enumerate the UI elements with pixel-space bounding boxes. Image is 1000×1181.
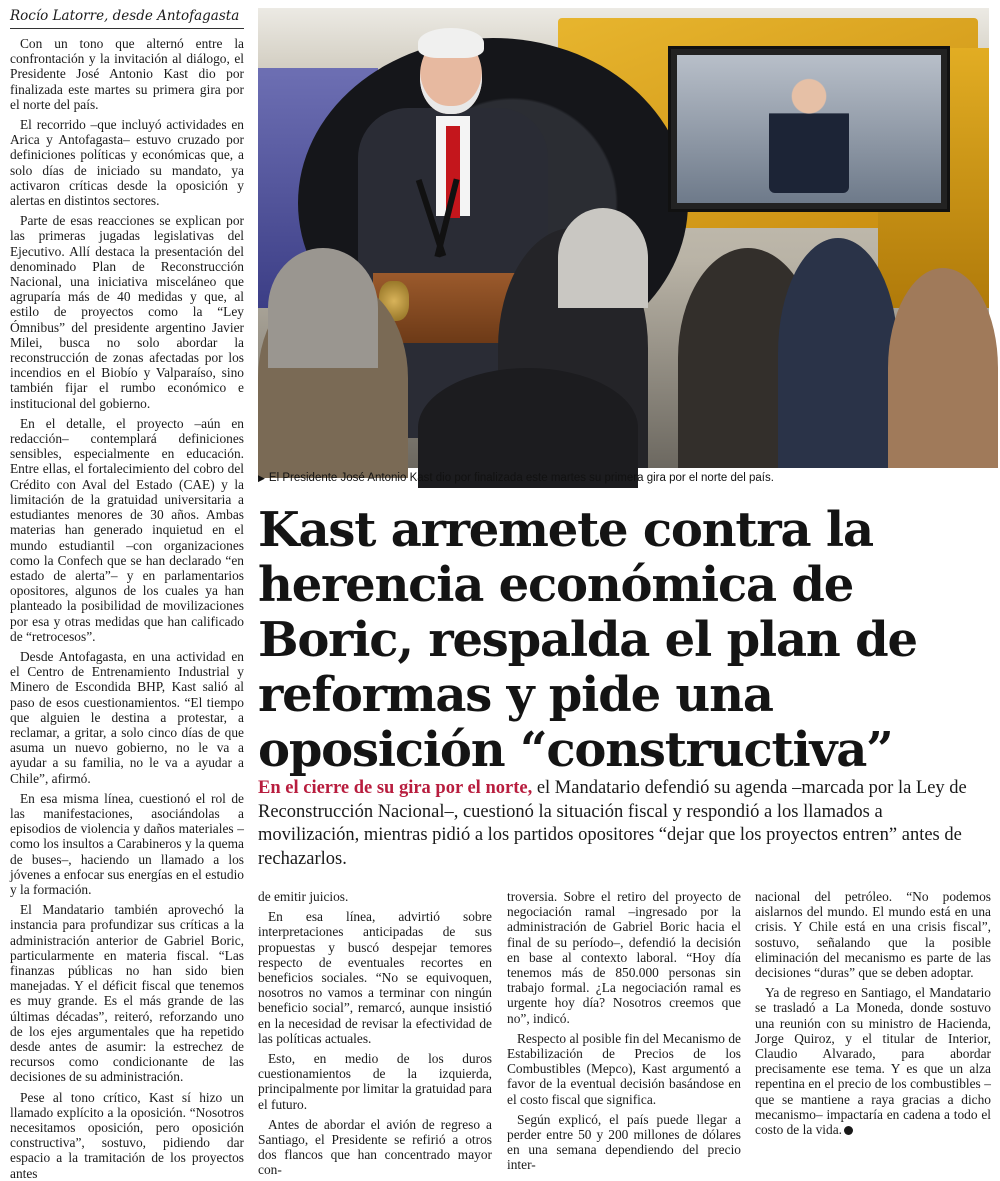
photo-video-screen: [668, 46, 950, 212]
paragraph: En esa misma línea, cuestionó el rol de las manifestaciones, asociándolas a episodios de violencia y daños materiales –como los insultos a Carabineros y la quema de buses–, haciendo un llamado a los jóvenes a enfocar sus energías en el estudio y la formación.: [10, 790, 244, 897]
paragraph: Respecto al posible fin del Mecanismo de Estabilización de Precios de los Combustibles (Mepco), Kast argumentó a favor de la eventual decisión basándose en el costo fiscal que significa.: [507, 1030, 741, 1107]
paragraph: El Mandatario también aprovechó la instancia para profundizar sus críticas a la administración anterior de Gabriel Boric, particularmente en materia fiscal. “Las finanzas públicas no han sido bien manejadas. Y el déficit fiscal que tenemos es muy grande. Es el más grande de las últimas décadas”, reiteró, reforzando uno de los ejes argumentales que ha repetido desde antes de asumir: la estrechez de recursos como condicionante de las decisiones de su administración.: [10, 902, 244, 1085]
paragraph: de emitir juicios.: [258, 889, 349, 904]
paragraph: nacional del petróleo. “No podemos aislarnos del mundo. El mundo está en una crisis. Y Chile está en una crisis fiscal”, sostuvo, señalando que la posible eliminación del mecanismo es parte de las decisiones “duras” que se deben adoptar.: [755, 889, 991, 981]
article-column-1: [10, 36, 244, 1181]
article-column-3: [507, 889, 741, 1173]
dek-text: el Mandatario defendió su agenda –marcada por la Ley de Reconstrucción Nacional–, cuestionó la situación fiscal y respondió a los llamados a movilización, mientras pidió a los partidos opositores “dejar que los proyectos entren” antes de rechazarlos.: [258, 778, 967, 869]
byline: Rocío Latorre, desde Antofagasta: [10, 8, 244, 29]
paragraph: Antes de abordar el avión de regreso a Santiago, el Presidente se refirió a otros dos flancos que han concentrado mayor con-: [258, 1116, 492, 1178]
audience-member: [888, 268, 998, 468]
paragraph: Esto, en medio de los duros cuestionamientos de la izquierda, principalmente por limitar la gratuidad para el futuro.: [258, 1051, 492, 1112]
article-column-4: [755, 889, 991, 1151]
dek: [258, 777, 978, 871]
audience-member: [268, 248, 378, 368]
paragraph: Parte de esas reacciones se explican por las primeras jugadas legislativas del Ejecutivo. Allí destaca la presentación del denominado Plan de Reconstrucción Nacional, una iniciativa misceláneo que agruparía más de 40 medidas y que, al estilo de proyectos como la “Ley Ómnibus” del presidente argentino Javier Milei, busca no solo abordar la reconstrucción de zonas afectadas por los incendios en el Biobío y Valparaíso, sino también fijar el rumbo económico e institucional del gobierno.: [10, 213, 244, 411]
headline: Kast arremete contra la herencia económica de Boric, respalda el plan de reformas y pide una oposición “constructiva”: [258, 502, 917, 778]
paragraph: troversia. Sobre el retiro del proyecto de negociación ramal –ingresado por la administración de Gabriel Boric hacia el final de su período–, defendió la decisión en base al contexto laboral. “Hoy día tenemos más de 850.000 personas sin trabajo formal. ¿La negociación ramal es urgente hoy día? Nosotros creemos que no”, indicó.: [507, 889, 741, 1026]
caption-text: El Presidente José Antonio Kast dio por finalizada este martes su primera gira por el norte del país.: [268, 472, 774, 484]
paragraph: [755, 985, 991, 1137]
paragraph: En esa línea, advirtió sobre interpretaciones anticipadas de sus propuestas y buscó despejar temores respecto de eventuales recortes en beneficios sociales. “No se equivoquen, nosotros no vamos a terminar con ningún beneficio social”, remarcó, aunque insistió en la necesidad de revisar la efectividad de las políticas actuales.: [258, 909, 492, 1046]
dek-lead: En el cierre de su gira por el norte,: [258, 778, 533, 798]
paragraph: El recorrido –que incluyó actividades en Arica y Antofagasta– estuvo cruzado por definiciones políticas y económicas que, a solo días de iniciado su mandato, ya activaron críticas desde la oposición y alertas en distintos sectores.: [10, 117, 244, 209]
audience-member: [558, 208, 648, 308]
paragraph: Pese al tono crítico, Kast sí hizo un llamado explícito a la oposición. “Nosotros necesitamos oposición, pero oposición constructiva”, sostuvo, pidiendo dar espacio a la tramitación de los proyectos antes: [10, 1089, 244, 1181]
caption-marker-icon: ▶: [258, 473, 265, 483]
end-of-article-icon: [844, 1126, 853, 1135]
article-column-2: [258, 889, 492, 1178]
paragraph: En el detalle, el proyecto –aún en redacción– contemplará definiciones sensibles, especialmente en educación. Entre ellas, el fortalecimiento del cobro del Crédito con Aval del Estado (CAE) y la limitación de la gratuidad universitaria a estudiantes menores de 30 años. Ambas materias han generado inquietud en el mundo estudiantil –con organizaciones como la Confech que se han declarado “en estado de alerta”– y en parlamentarios opositores, algunos de los cuales ya han planteado la posibilidad de movilizaciones por esa y otras medidas que han calificado de “retrocesos”.: [10, 415, 244, 644]
photo-caption: [258, 472, 998, 484]
audience-member: [418, 368, 638, 488]
paragraph: Desde Antofagasta, en una actividad en el Centro de Entrenamiento Industrial y Minero de Escondida BHP, Kast salió al paso de esos cuestionamientos. “El tiempo que alguien le destina a protestar, a reclamar, a gritar, a solo cinco días de que asuma un nuevo gobierno, no le va a ayudar a su familia, no le va a ayudar a Chile”, afirmó.: [10, 648, 244, 786]
paragraph-text: Ya de regreso en Santiago, el Mandatario se trasladó a La Moneda, donde sostuvo una reunión con su ministro de Hacienda, Jorge Quiroz, y el titular de Interior, Claudio Alvarado, para abordar precisamente ese tema. Y es que un alza repentina en el precio de los combustibles –que se mantiene a raya gracias a dicho mecanismo– impactaría en cadena a todo el costo de la vida.: [755, 985, 991, 1138]
paragraph: Según explicó, el país puede llegar a perder entre 50 y 200 millones de dólares en una semana dependiendo del precio inter-: [507, 1111, 741, 1173]
audience-member: [778, 238, 898, 468]
paragraph: Con un tono que alternó entre la confrontación y la invitación al diálogo, el Presidente José Antonio Kast dio por finalizada este martes su primera gira por el norte del país.: [10, 36, 244, 112]
article-photo: [258, 8, 989, 468]
